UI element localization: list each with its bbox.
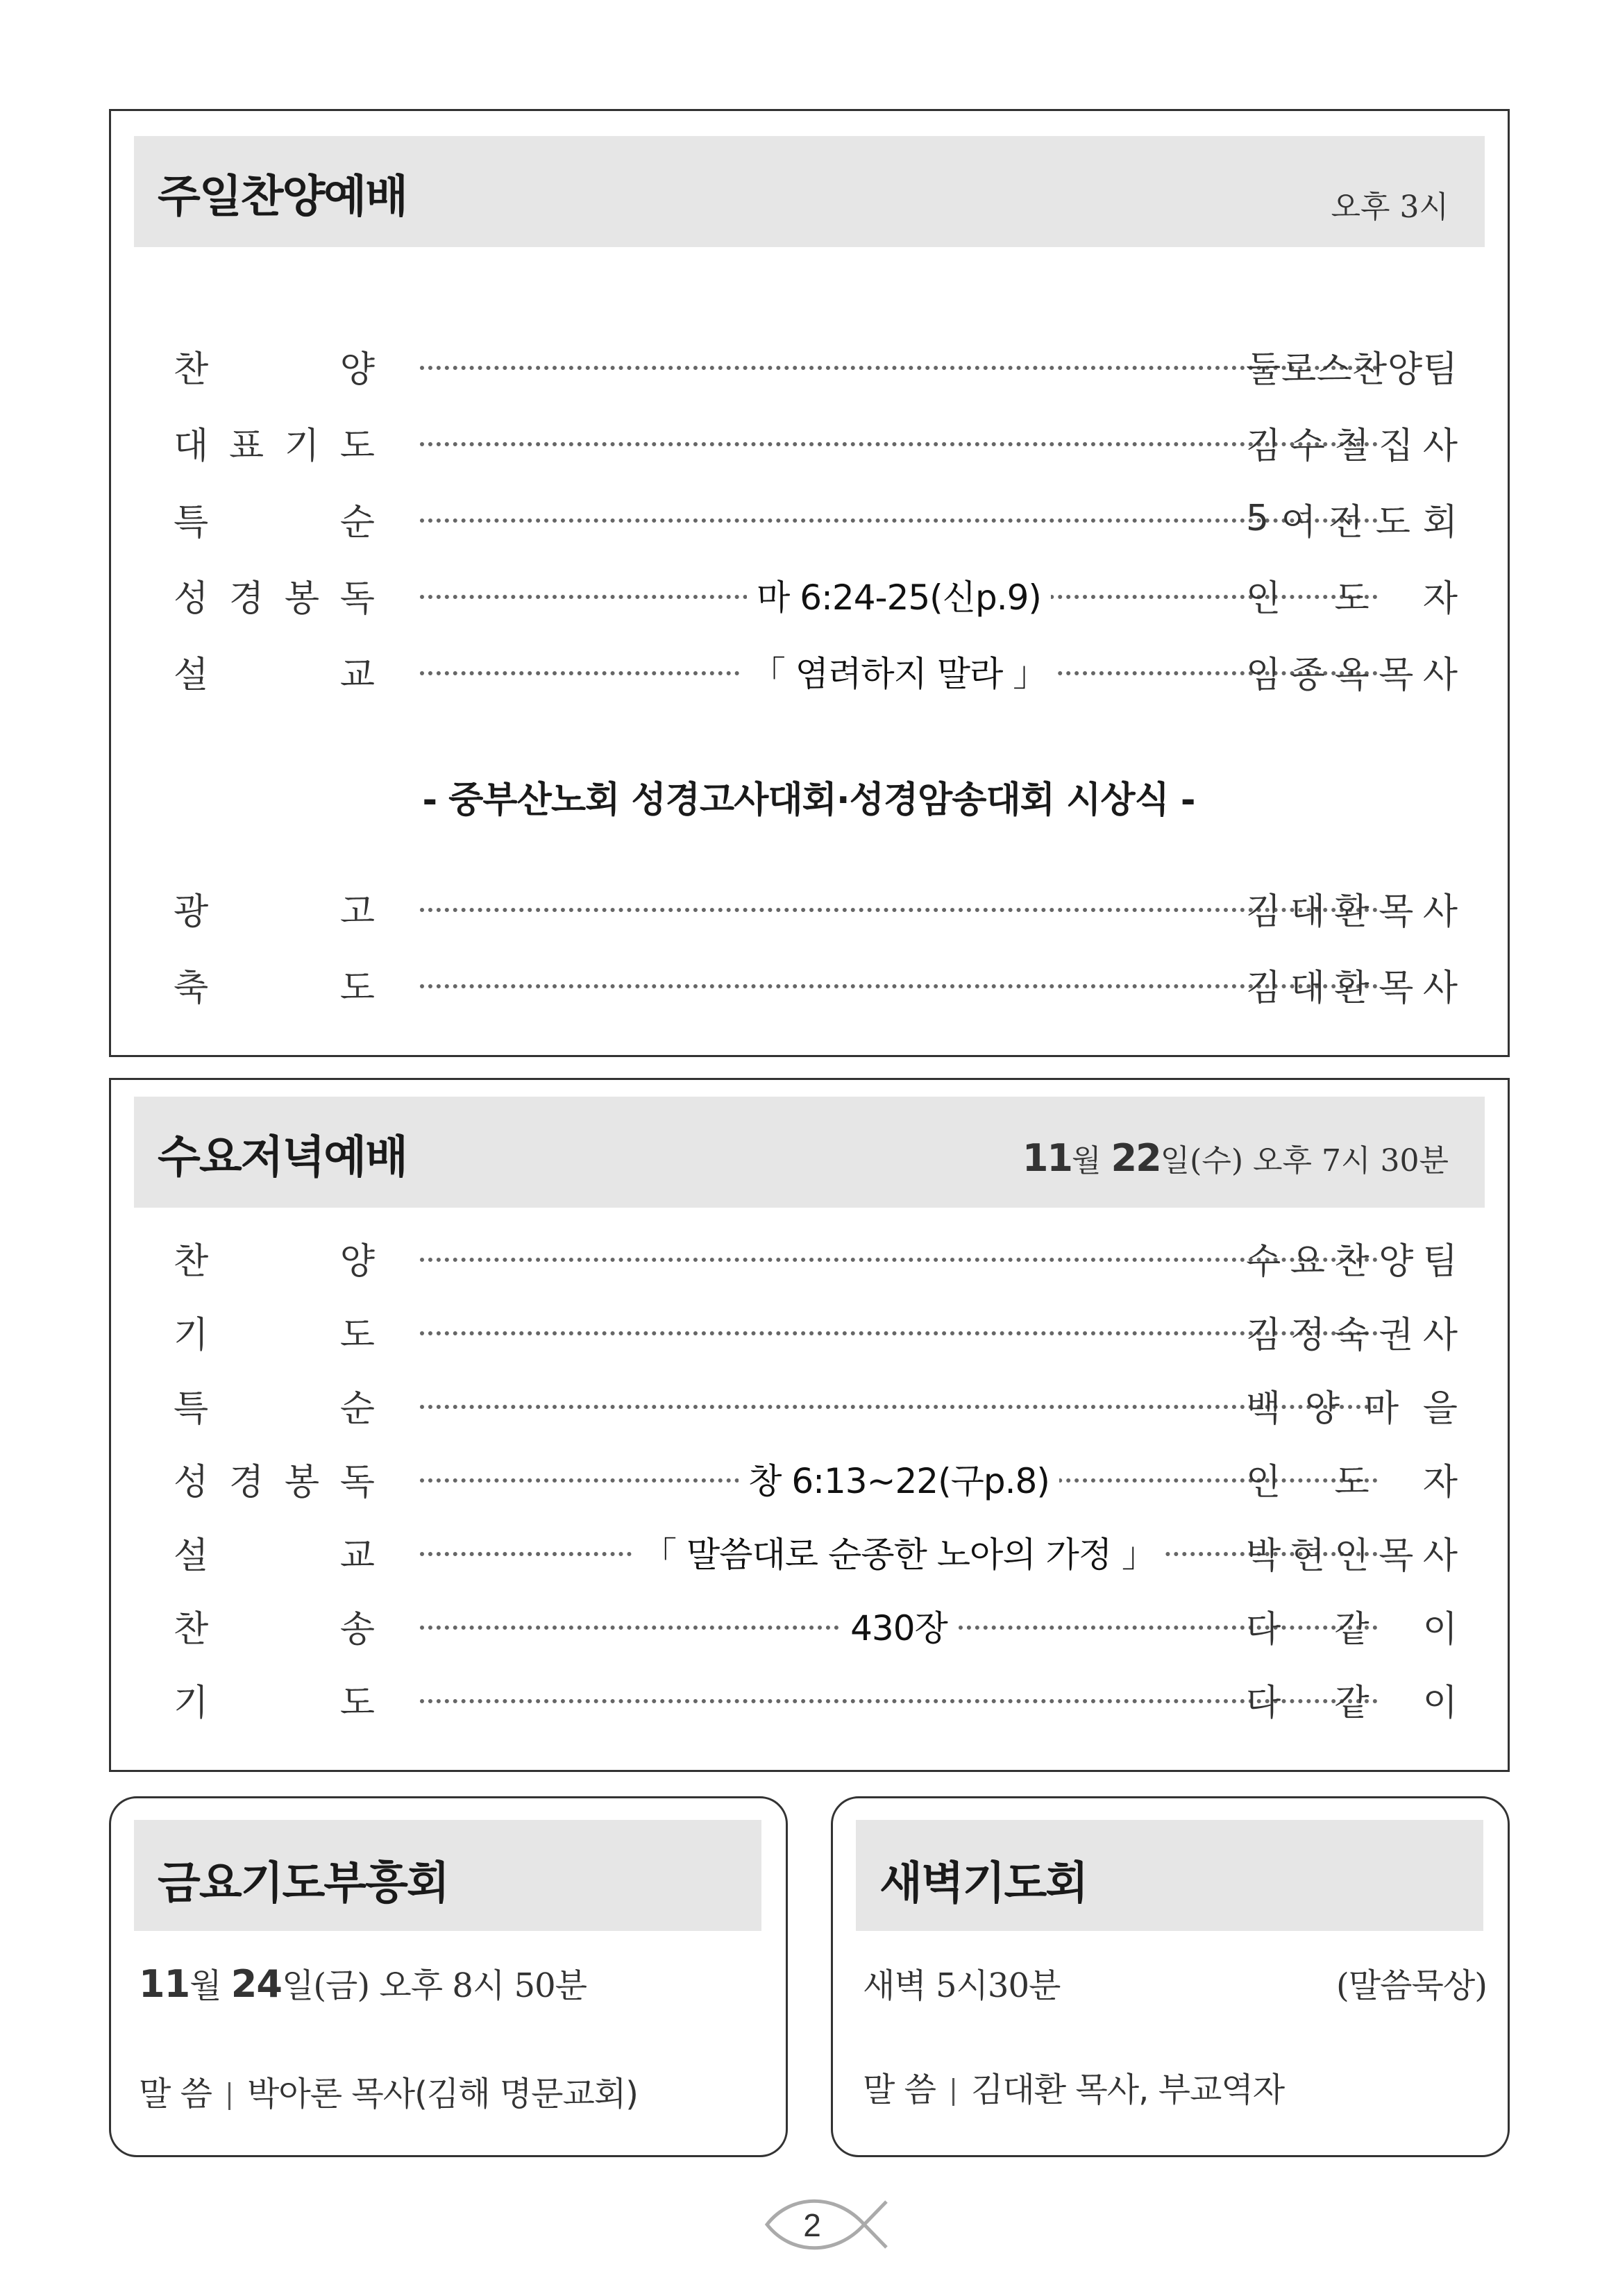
- dawn-prayer-word: [863, 2063, 1284, 2111]
- program-value: 김 정 숙 권 사: [1246, 1314, 1458, 1356]
- program-value: 다 같 이: [1246, 1608, 1458, 1651]
- separator: [228, 2082, 230, 2110]
- program-value: 수 요 찬 양 팀: [1246, 1240, 1458, 1283]
- friday-prayer-date: [139, 1959, 587, 2007]
- program-row: [174, 491, 1458, 546]
- separator: [952, 2078, 954, 2106]
- program-value: 인 도 자: [1246, 1461, 1458, 1503]
- dawn-prayer-header: [856, 1820, 1483, 1931]
- friday-day: 24: [230, 1962, 282, 2006]
- program-label: 찬 송: [174, 1608, 375, 1651]
- program-middle-text: 「 말씀대로 순종한 노아의 가정 」: [632, 1527, 1165, 1577]
- program-value: 김 수 철 집 사: [1246, 425, 1458, 467]
- wednesday-day: 22: [1111, 1136, 1161, 1180]
- dot-leader: [420, 1258, 1378, 1262]
- dot-leader: [420, 366, 1378, 370]
- dot-leader: [420, 1405, 1378, 1409]
- friday-word-label: 말 씀: [139, 2075, 212, 2113]
- fish-icon: [760, 2186, 892, 2263]
- wednesday-service-title: 수요저녁예배: [158, 1132, 407, 1183]
- program-row: [174, 1524, 1458, 1580]
- wednesday-time-rest: 오후 7시 30분: [1253, 1143, 1449, 1179]
- program-middle: [420, 1524, 1378, 1580]
- program-value: 5 여 전 도 회: [1246, 498, 1458, 543]
- program-row: [174, 1377, 1458, 1433]
- dawn-prayer-time: 새벽 5시30분: [863, 1966, 1061, 2005]
- dawn-word-label: 말 씀: [863, 2070, 936, 2109]
- program-label: 기 도: [174, 1682, 375, 1724]
- program-middle-text: 430장: [841, 1601, 957, 1651]
- program-value: 둘 로 스 찬 양 팀: [1246, 348, 1458, 391]
- program-value: 백 양 마 을: [1246, 1387, 1458, 1430]
- program-row: [174, 643, 1458, 699]
- program-value: 박 현 인 목 사: [1246, 1535, 1458, 1577]
- dawn-prayer-note: (말씀묵상): [1336, 1966, 1487, 2005]
- sunday-service-time: 오후 3시: [1331, 189, 1449, 225]
- program-value: 김 대 환 목 사: [1246, 967, 1458, 1009]
- program-label: 광 고: [174, 890, 375, 933]
- dot-leader: [420, 908, 1378, 912]
- program-value: 임 종 옥 목 사: [1246, 654, 1458, 696]
- program-value: 다 같 이: [1246, 1682, 1458, 1724]
- program-label: 설 교: [174, 654, 375, 696]
- program-label: 찬 양: [174, 348, 375, 391]
- wednesday-day-unit: 일(수): [1160, 1143, 1244, 1179]
- program-middle: [420, 1598, 1378, 1653]
- wednesday-service-time: [1022, 1136, 1449, 1180]
- dot-leader: [420, 442, 1378, 446]
- program-label: 대 표 기 도: [174, 425, 375, 467]
- dawn-word-value: 김대환 목사, 부교역자: [971, 2070, 1285, 2109]
- program-middle: [420, 1451, 1378, 1506]
- program-value: 인 도 자: [1246, 577, 1458, 620]
- program-label: 찬 양: [174, 1240, 375, 1283]
- program-label: 성 경 봉 독: [174, 577, 375, 620]
- program-middle: [420, 643, 1378, 699]
- program-row: [174, 1451, 1458, 1506]
- program-label: 특 순: [174, 501, 375, 543]
- dot-leader: [420, 1699, 1378, 1703]
- program-label: 기 도: [174, 1314, 375, 1356]
- program-row: [174, 1303, 1458, 1359]
- program-value: 김 대 환 목 사: [1246, 890, 1458, 933]
- page-number-fish: [760, 2186, 892, 2263]
- dot-leader: [420, 1331, 1378, 1335]
- program-middle: [420, 567, 1378, 623]
- program-middle-text: 「 염려하지 말라 」: [741, 646, 1056, 696]
- friday-prayer-title: 금요기도부흥회: [158, 1858, 448, 1909]
- program-row: [174, 1598, 1458, 1653]
- friday-prayer-header: [134, 1820, 761, 1931]
- wednesday-month: 11: [1022, 1136, 1072, 1180]
- sunday-service-title: 주일찬양예배: [158, 171, 407, 223]
- program-row: [174, 880, 1458, 936]
- program-row: [174, 1230, 1458, 1285]
- friday-month-unit: 월: [189, 1966, 221, 2005]
- program-row: [174, 338, 1458, 394]
- page-number: 2: [803, 2207, 821, 2243]
- sunday-service-header: [134, 136, 1485, 247]
- friday-month: 11: [139, 1962, 190, 2006]
- dawn-prayer-title: 새벽기도회: [879, 1858, 1088, 1909]
- program-label: 성 경 봉 독: [174, 1461, 375, 1503]
- friday-word-value: 박아론 목사(김해 명문교회): [247, 2075, 639, 2113]
- friday-day-unit: 일(금): [281, 1966, 370, 2005]
- friday-time-rest: 오후 8시 50분: [379, 1966, 587, 2005]
- dot-leader: [420, 518, 1378, 523]
- program-label: 축 도: [174, 967, 375, 1009]
- program-label: 특 순: [174, 1387, 375, 1430]
- program-row: [174, 414, 1458, 470]
- program-middle-text: 창 6:13~22(구p.8): [739, 1453, 1059, 1503]
- program-row: [174, 567, 1458, 623]
- dot-leader: [420, 984, 1378, 988]
- friday-prayer-word: [139, 2067, 638, 2115]
- wednesday-month-unit: 월: [1072, 1143, 1102, 1179]
- program-label: 설 교: [174, 1535, 375, 1577]
- wednesday-service-header: [134, 1097, 1485, 1208]
- program-row: [174, 1671, 1458, 1727]
- program-row: [174, 956, 1458, 1012]
- sunday-service-note: - 중부산노회 성경고사대회·성경암송대회 시상식 -: [422, 779, 1195, 821]
- program-middle-text: 마 6:24-25(신p.9): [747, 570, 1051, 620]
